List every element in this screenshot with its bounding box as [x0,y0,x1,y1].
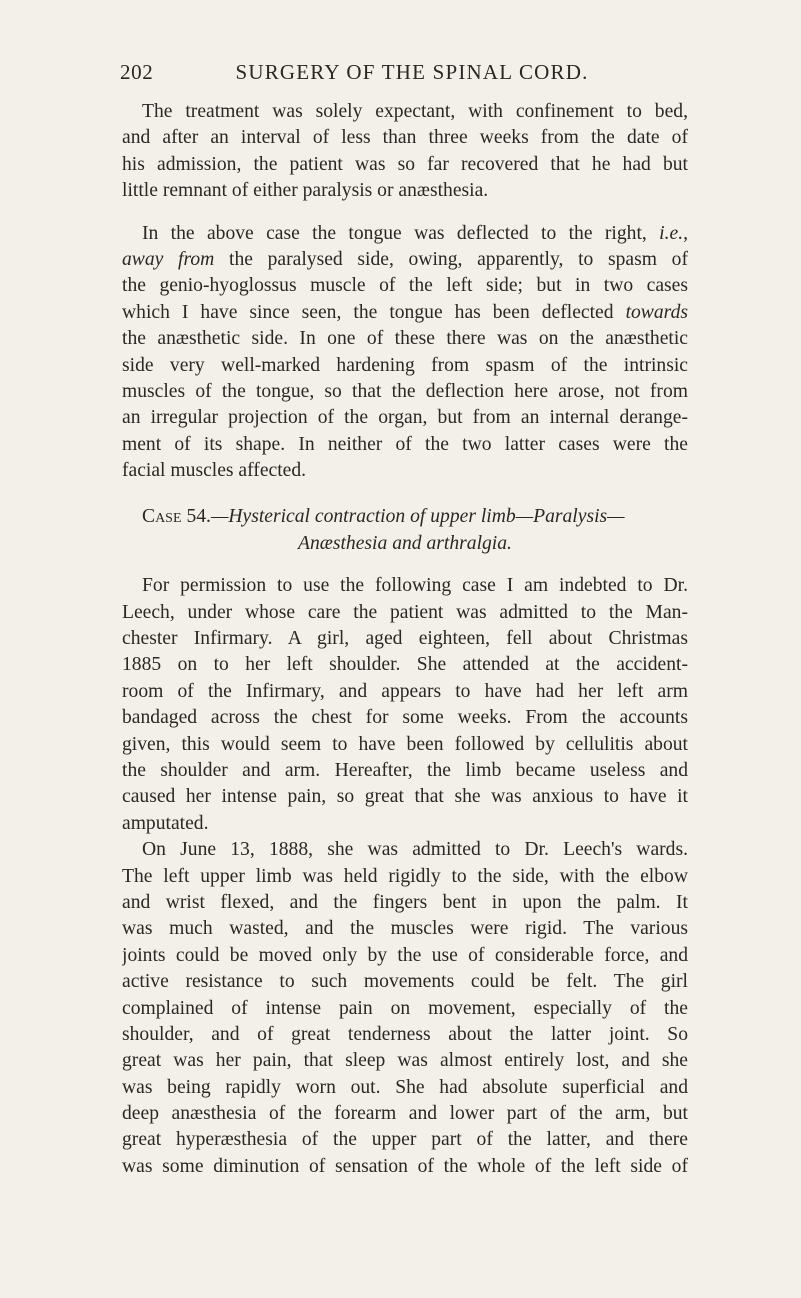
paragraph-2 [122,221,688,485]
text-line [122,300,688,326]
running-head [120,60,680,90]
paragraph-gap [122,205,688,221]
italic-text: i.e., [659,222,688,244]
paragraph-1 [122,99,688,205]
text-line: given, this would seem to have been followed by cellulitis about [122,733,688,755]
case-heading [122,504,688,557]
text-line: the genio-hyoglossus muscle of the left side; but in two cases [122,275,688,297]
text-line: an irregular projection of the organ, but from an internal derange- [122,407,688,429]
text-line: little remnant of either paralysis or anæsthesia. [122,180,489,202]
text-line: was some diminution of sensation of the whole of the left side of [122,1155,688,1177]
italic-text: away from [122,248,215,270]
text-line: joints could be moved only by the use of considerable force, and [122,944,688,966]
text-line: shoulder, and of great tenderness about the latter joint. So [122,1023,688,1045]
section-gap [122,484,688,504]
text-line: muscles of the tongue, so that the deflection here arose, not from [122,380,688,402]
text-line: room of the Infirmary, and appears to have had her left arm [122,680,688,702]
text-line: deep anæsthesia of the forearm and lower part of the arm, but [122,1103,688,1125]
text-run: In the above case the tongue was deflected to the right, [142,222,647,244]
page-number: 202 [120,60,154,84]
text-line: 1885 on to her left shoulder. She attended at the accident- [122,654,688,676]
body-text [122,99,688,1180]
case-title: —Hysterical contraction of upper limb—Paralysis— [210,506,625,528]
text-line: bandaged across the chest for some weeks. From the accounts [122,707,688,729]
text-line: active resistance to such movements could be felt. The girl [122,971,688,993]
text-line: ment of its shape. In neither of the two latter cases were the [122,433,688,455]
text-line: complained of intense pain on movement, especially of the [122,997,688,1019]
text-line [122,247,688,273]
text-line: great was her pain, that sleep was almost entirely lost, and she [122,1050,688,1072]
text-line: was much wasted, and the muscles were rigid. The various [122,918,688,940]
text-line [122,221,688,247]
paragraph-4 [122,837,688,1180]
text-line: facial muscles affected. [122,460,307,482]
text-line: the anæsthetic side. In one of these there was on the anæsthetic [122,328,688,350]
case-label: Case [142,506,182,528]
text-line: chester Infirmary. A girl, aged eighteen, fell about Christmas [122,628,688,650]
text-line: Leech, under whose care the patient was admitted to the Man- [122,601,688,623]
case-heading-line-2 [122,531,688,557]
text-line: caused her intense pain, so great that she was anxious to have it [122,786,688,808]
text-line: The left upper limb was held rigidly to the side, with the elbow [122,865,688,887]
running-title: SURGERY OF THE SPINAL CORD. [235,60,589,84]
paragraph-gap [122,557,688,573]
text-line: and after an interval of less than three weeks from the date of [122,127,688,149]
text-line: great hyperæsthesia of the upper part of the latter, and there [122,1129,688,1151]
paragraph-3 [122,573,688,837]
text-run: the paralysed side, owing, apparently, to spasm of [229,248,688,270]
text-run: which I have since seen, the tongue has been deflected [122,301,614,323]
text-line: and wrist flexed, and the fingers bent in upon the palm. It [122,891,688,913]
text-line: On June 13, 1888, she was admitted to Dr. Leech's wards. [142,839,688,861]
text-line: was being rapidly worn out. She had absolute superficial and [122,1076,688,1098]
text-line: For permission to use the following case I am indebted to Dr. [142,575,688,597]
case-subtitle: Anæsthesia and arthralgia. [298,532,512,554]
text-line: side very well-marked hardening from spasm of the intrinsic [122,354,688,376]
italic-text: towards [625,301,688,323]
text-line: amputated. [122,812,209,834]
case-number: 54. [186,506,211,528]
text-line: his admission, the patient was so far recovered that he had but [122,153,688,175]
text-line: the shoulder and arm. Hereafter, the limb became useless and [122,759,688,781]
text-line: The treatment was solely expectant, with confinement to bed, [142,101,688,122]
case-heading-line-1 [122,504,688,530]
